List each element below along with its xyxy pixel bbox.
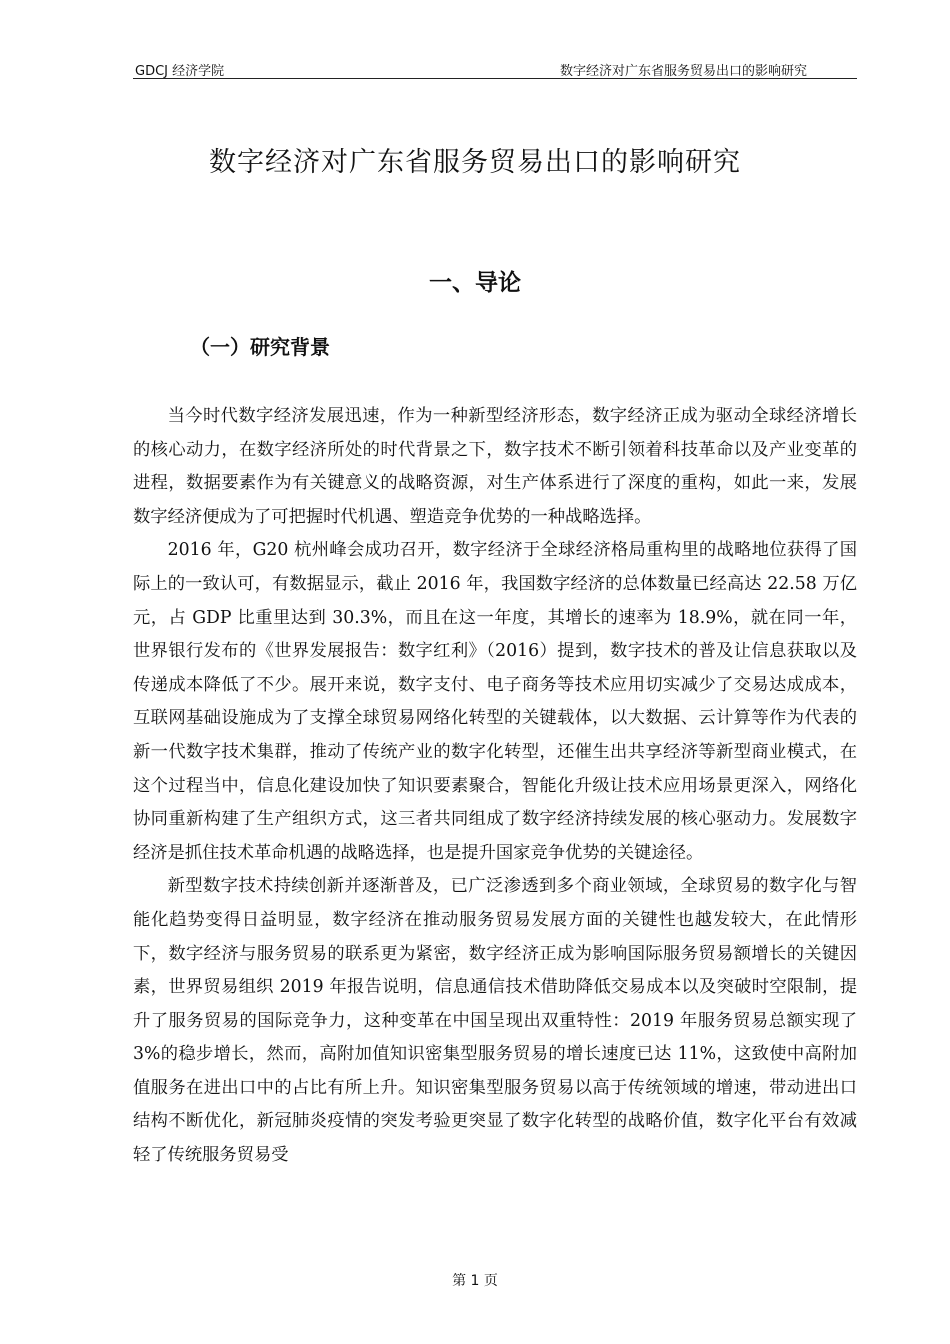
document-title: 数字经济对广东省服务贸易出口的影响研究 [209,147,741,178]
page-number: 第 1 页 [452,1273,498,1289]
running-header [133,60,857,80]
subsection-heading: （一）研究背景 [190,335,330,359]
body-text [133,400,857,1173]
paragraph: 新型数字技术持续创新并逐渐普及，已广泛渗透到多个商业领域，全球贸易的数字化与智能化趋势变得日益明显，数字经济在推动服务贸易发展方面的关键性也越发较大，在此情形下，数字经济与服务贸易的联系更为紧密，数字经济正成为影响国际服务贸易额增长的关键因素，世界贸易组织 2019 年报告说明，信息通信技术借助降低交易成本以及突破时空限制，提升了服务贸易的国际竞争力，这种变革在中国呈现出双重特性：2019 年服务贸易总额实现了 3%的稳步增长，然而，高附加值知识密集型服务贸易的增长速度已达 11%，这致使中高附加值服务在进出口中的占比有所上升。知识密集型服务贸易以高于传统领域的增速，带动进出口结构不断优化，新冠肺炎疫情的突发考验更突显了数字化转型的战略价值，数字化平台有效减轻了传统服务贸易受 [133,876,857,1166]
header-divider [133,78,857,79]
section-heading: 一、导论 [429,270,521,296]
header-doc-title: 数字经济对广东省服务贸易出口的影响研究 [559,64,807,79]
paragraph: 2016 年，G20 杭州峰会成功召开，数字经济于全球经济格局重构里的战略地位获得了国际上的一致认可，有数据显示，截止 2016 年，我国数字经济的总体数量已经高达 22.58 万亿元，占 GDP 比重里达到 30.3%，而且在这一年度，其增长的速率为 18.9%，就在同一年，世界银行发布的《世界发展报告：数字红利》（2016）提到，数字技术的普及让信息获取以及传递成本降低了不少。展开来说，数字支付、电子商务等技术应用切实减少了交易达成成本，互联网基础设施成为了支撑全球贸易网络化转型的关键载体，以大数据、云计算等作为代表的新一代数字技术集群，推动了传统产业的数字化转型，还催生出共享经济等新型商业模式，在这个过程当中，信息化建设加快了知识要素聚合，智能化升级让技术应用场景更深入，网络化协同重新构建了生产组织方式，这三者共同组成了数字经济持续发展的核心驱动力。发展数字经济是抓住技术革命机遇的战略选择，也是提升国家竞争优势的关键途径。 [133,540,857,863]
header-institution: GDCJ 经济学院 [135,64,225,79]
paragraph: 当今时代数字经济发展迅速，作为一种新型经济形态，数字经济正成为驱动全球经济增长的核心动力，在数字经济所处的时代背景之下，数字技术不断引领着科技革命以及产业变革的进程，数据要素作为有关键意义的战略资源，对生产体系进行了深度的重构，如此一来，发展数字经济便成为了可把握时代机遇、塑造竞争优势的一种战略选择。 [133,406,857,527]
